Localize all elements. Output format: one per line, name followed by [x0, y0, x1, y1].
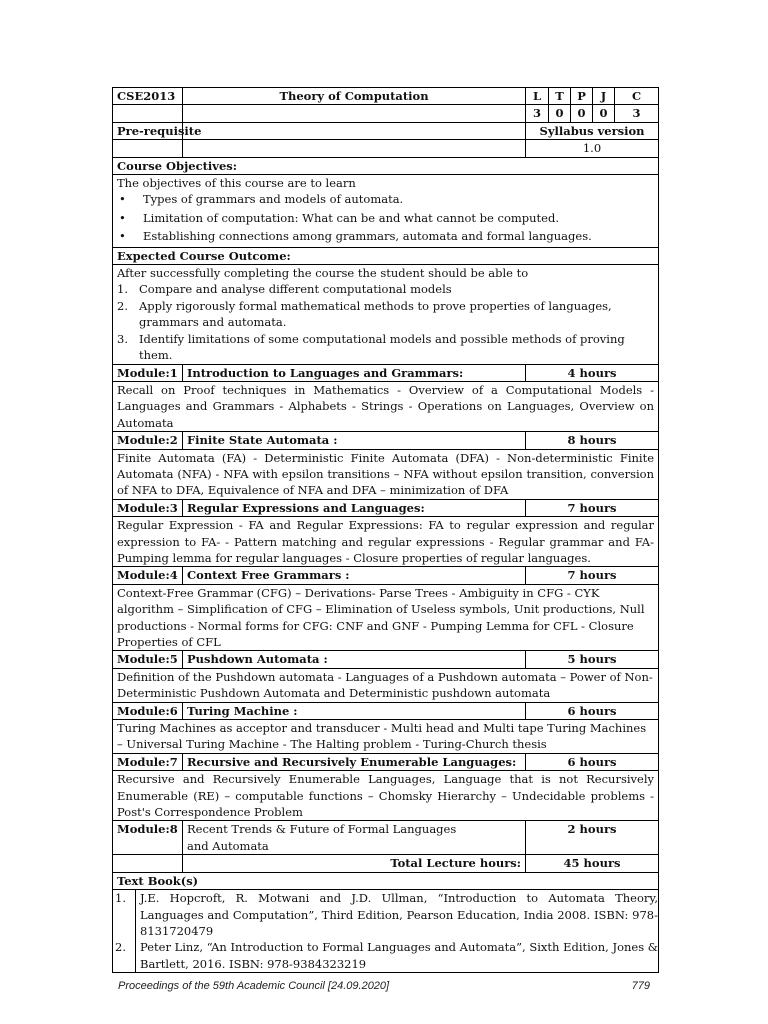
- ltpjc-label-l: L: [526, 88, 549, 105]
- module-label: Module:3: [113, 499, 183, 516]
- module-label: Module:4: [113, 567, 183, 584]
- module-title: Turing Machine :: [183, 702, 526, 719]
- module-label: Module:2: [113, 432, 183, 449]
- module-content: Regular Expression - FA and Regular Expressions: FA to regular expression and regular expression to FA- - Pattern matching and regular expressions - Regular grammar and FA- Pumping lemma for regular languages - Closure properties of regular languages.: [113, 517, 659, 567]
- footer-proceedings: Proceedings of the 59th Academic Council [24.09.2020]: [118, 980, 390, 992]
- module-label: Module:1: [113, 364, 183, 381]
- module-hours: 6 hours: [526, 702, 659, 719]
- ltpjc-value-t: 0: [549, 105, 571, 122]
- ltpjc-label-p: P: [571, 88, 593, 105]
- module-hours: 7 hours: [526, 567, 659, 584]
- textbook-item: Peter Linz, “An Introduction to Formal Languages and Automata”, Sixth Edition, Jones & Bartlett, 2016. ISBN: 978-9384323219: [140, 940, 659, 971]
- module-header: [113, 753, 659, 770]
- ltpjc-value-p: 0: [571, 105, 593, 122]
- course-title: Theory of Computation: [183, 88, 526, 105]
- objectives-body: [113, 175, 659, 248]
- header-row: [113, 88, 659, 105]
- module-content: Finite Automata (FA) - Deterministic Finite Automata (DFA) - Non-deterministic Finite Automata (NFA) - NFA with epsilon transitions – NFA without epsilon transition, conversion of NFA to DFA, Equivalence of NFA and DFA – minimization of DFA: [113, 449, 659, 499]
- course-code: CSE2013: [113, 88, 183, 105]
- outcomes-body: [113, 265, 659, 364]
- ltpjc-value-c: 3: [615, 105, 659, 122]
- module-hours: 5 hours: [526, 651, 659, 668]
- syllabus-value-row: [113, 140, 659, 157]
- outcome-item: 1. Compare and analyse different computational models: [117, 282, 452, 297]
- module-header: [113, 499, 659, 516]
- objectives-heading: Course Objectives:: [113, 157, 659, 174]
- outcome-item: 2. Apply rigorously formal mathematical methods to prove properties of languages, grammars and automata.: [117, 298, 612, 330]
- objectives-intro: The objectives of this course are to learn: [117, 176, 356, 191]
- total-row: [113, 855, 659, 872]
- syllabus-version-label: Syllabus version: [526, 122, 659, 139]
- textbooks-body: [113, 890, 659, 973]
- module-content: Recursive and Recursively Enumerable Languages, Language that is not Recursively Enumerable (RE) – computable functions – Chomsky Hierarchy – Undecidable problems - Post's Correspondence Problem: [113, 771, 659, 821]
- outcomes-heading: Expected Course Outcome:: [113, 247, 659, 264]
- module-content: Context-Free Grammar (CFG) – Derivations- Parse Trees - Ambiguity in CFG - CYK algorithm – Simplification of CFG – Elimination of Useless symbols, Unit productions, Null productions - Normal forms for CFG: CNF and GNF - Pumping Lemma for CFL - Closure Properties of CFL: [113, 584, 659, 651]
- module-title: Context Free Grammars :: [183, 567, 526, 584]
- module-label: Module:5: [113, 651, 183, 668]
- syllabus-version-value: 1.0: [526, 140, 659, 157]
- module-hours: 8 hours: [526, 432, 659, 449]
- module-hours: 6 hours: [526, 753, 659, 770]
- footer-page-number: 779: [631, 980, 650, 992]
- prereq-label: Pre-requisite: [113, 122, 183, 139]
- module-content: Recall on Proof techniques in Mathematics - Overview of a Computational Models - Languages and Grammars - Alphabets - Strings - Operations on Languages, Overview on Automata: [113, 381, 659, 431]
- module-title: Regular Expressions and Languages:: [183, 499, 526, 516]
- module-header: [113, 567, 659, 584]
- ltpjc-value-l: 3: [526, 105, 549, 122]
- textbook-item: J.E. Hopcroft, R. Motwani and J.D. Ullman, “Introduction to Automata Theory, Languages and Computation”, Third Edition, Pearson Education, India 2008. ISBN: 978-8131720479: [140, 891, 659, 938]
- module-header: [113, 651, 659, 668]
- ltpjc-label-j: J: [593, 88, 615, 105]
- module-header: [113, 364, 659, 381]
- outcomes-intro: After successfully completing the course the student should be able to: [117, 266, 529, 281]
- module-hours: 4 hours: [526, 364, 659, 381]
- module-title: Recent Trends & Future of Formal Languages and Automata: [183, 821, 526, 855]
- objective-item: • Establishing connections among grammars, automata and formal languages.: [117, 228, 654, 244]
- module-label: Module:7: [113, 753, 183, 770]
- module-header: [113, 702, 659, 719]
- textbooks-heading: Text Book(s): [113, 872, 659, 889]
- module-label: Module:6: [113, 702, 183, 719]
- module-hours: 2 hours: [526, 821, 659, 855]
- module-title: Finite State Automata :: [183, 432, 526, 449]
- objective-item: • Types of grammars and models of automata.: [117, 191, 654, 207]
- module-title: Introduction to Languages and Grammars:: [183, 364, 526, 381]
- outcome-item: 3. Identify limitations of some computational models and possible methods of proving them.: [117, 331, 625, 363]
- ltpjc-label-t: T: [549, 88, 571, 105]
- syllabus-table: [112, 87, 659, 973]
- prereq-row: [113, 122, 659, 139]
- module-label: Module:8: [113, 821, 183, 855]
- ltpjc-value-j: 0: [593, 105, 615, 122]
- module-content: Turing Machines as acceptor and transducer - Multi head and Multi tape Turing Machines – Universal Turing Machine - The Halting problem - Turing-Church thesis: [113, 720, 659, 754]
- objective-item: • Limitation of computation: What can be and what cannot be computed.: [117, 210, 654, 226]
- header-values-row: [113, 105, 659, 122]
- module-header: [113, 821, 659, 855]
- module-title: Pushdown Automata :: [183, 651, 526, 668]
- module-hours: 7 hours: [526, 499, 659, 516]
- module-content: Definition of the Pushdown automata - Languages of a Pushdown automata – Power of Non-Deterministic Pushdown Automata and Deterministic pushdown automata: [113, 668, 659, 702]
- module-title: Recursive and Recursively Enumerable Languages:: [183, 753, 526, 770]
- ltpjc-label-c: C: [615, 88, 659, 105]
- textbook-numbers: 1. 2.: [113, 890, 136, 972]
- total-value: 45 hours: [526, 855, 659, 872]
- total-label: Total Lecture hours:: [183, 855, 526, 872]
- module-header: [113, 432, 659, 449]
